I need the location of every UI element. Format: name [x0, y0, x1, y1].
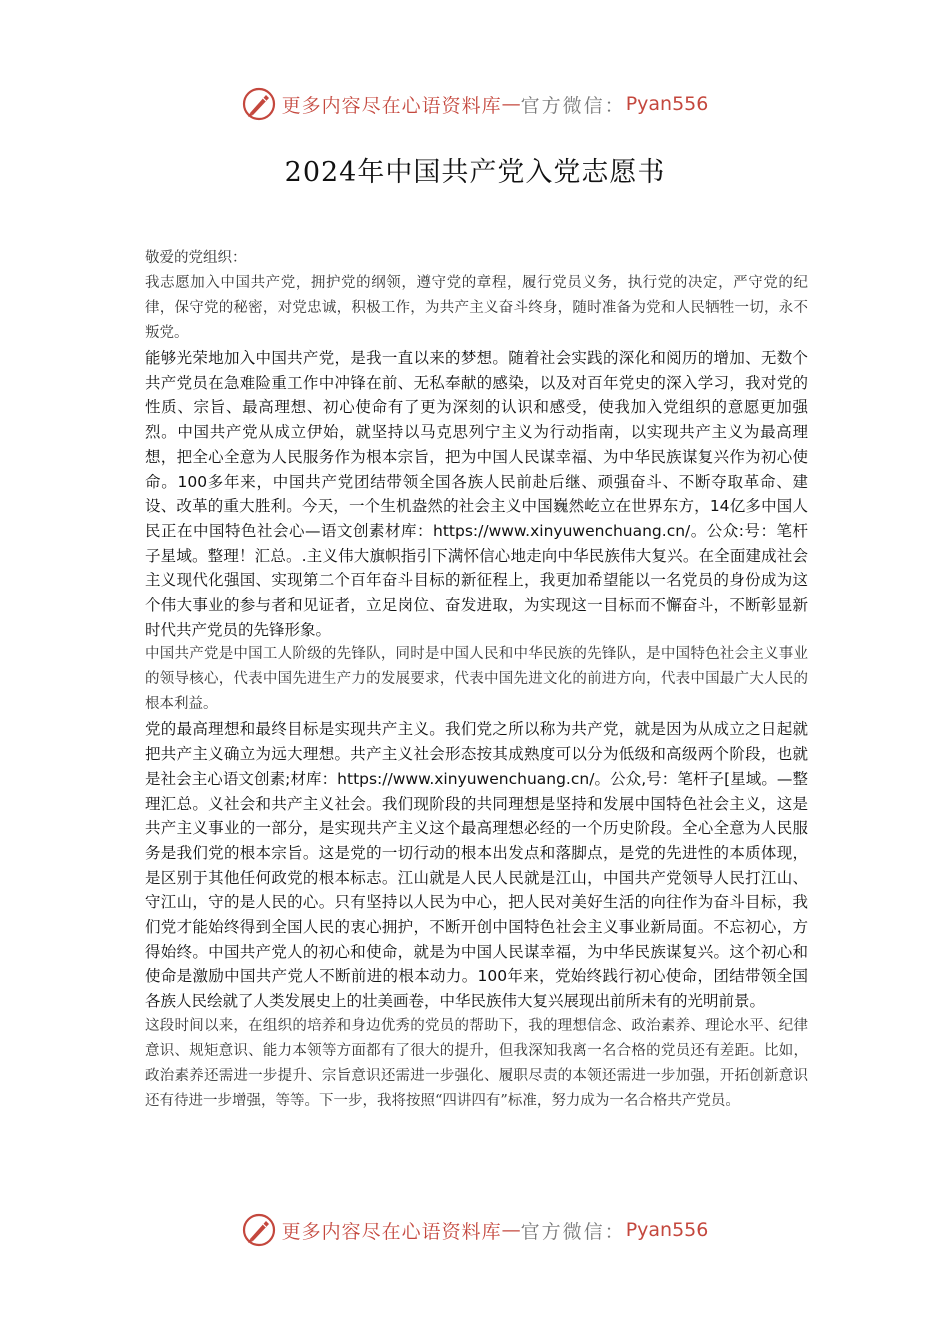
banner-wechat-id: Pyan556 [625, 1219, 709, 1241]
salutation: 敬爱的党组织： [145, 250, 247, 266]
banner-text: 更多内容尽在心语资料库 [281, 94, 502, 117]
header-banner [0, 84, 950, 124]
banner-separator: — [501, 93, 521, 115]
banner-official-label: 官方微信： [520, 1220, 626, 1243]
paragraph-party-nature: 中国共产党是中国工人阶级的先锋队，同时是中国人民和中华民族的先锋队，是中国特色社会主义事业的领导核心，代表中国先进生产力的发展要求，代表中国先进文化的前进方向，代表中国最广大人民的根本利益。 [145, 646, 808, 713]
footer-banner [0, 1210, 950, 1250]
document-body [145, 246, 808, 1114]
paragraph-oath: 我志愿加入中国共产党，拥护党的纲领，遵守党的章程，履行党员义务，执行党的决定，严守党的纪律，保守党的秘密，对党忠诚，积极工作，为共产主义奋斗终身，随时准备为党和人民牺牲一切，永不叛党。 [145, 275, 808, 341]
paragraph-ideals: 党的最高理想和最终目标是实现共产主义。我们党之所以称为共产党，就是因为从成立之日起就把共产主义确立为远大理想。共产主义社会形态按其成熟度可以分为低级和高级两个阶段，也就是社会主心语文创素;材库：https://www.xinyuwenchuang.cn/。公众,号：笔杆子[星域。—整理汇总。义社会和共产主义社会。我们现阶段的共同理想是坚持和发展中国特色社会主义，这是共产主义事业的一部分，是实现共产主义这个最高理想必经的一个历史阶段。全心全意为人民服务是我们党的根本宗旨。这是党的一切行动的根本出发点和落脚点，是党的先进性的本质体现，是区别于其他任何政党的根本标志。江山就是人民人民就是江山，中国共产党领导人民打江山、守江山，守的是人民的心。只有坚持以人民为中心，把人民对美好生活的向往作为奋斗目标，我们党才能始终得到全国人民的衷心拥护，不断开创中国特色社会主义事业新局面。不忘初心，方得始终。中国共产党人的初心和使命，就是为中国人民谋幸福，为中华民族谋复兴。这个初心和使命是激励中国共产党人不断前进的根本动力。100年来，党始终践行初心使命，团结带领全国各族人民绘就了人类发展史上的壮美画卷，中华民族伟大复兴展现出前所未有的光明前景。 [145, 720, 808, 1011]
document-title: 2024年中国共产党入党志愿书 [284, 157, 666, 188]
banner-wechat-id: Pyan556 [625, 93, 709, 115]
banner-separator: — [501, 1219, 521, 1241]
paragraph-aspiration: 能够光荣地加入中国共产党，是我一直以来的梦想。随着社会实践的深化和阅历的增加、无数个共产党员在急难险重工作中冲锋在前、无私奉献的感染，以及对百年党史的深入学习，我对党的性质、宗旨、最高理想、初心使命有了更为深刻的认识和感受，使我加入党组织的意愿更加强烈。中国共产党从成立伊始，就坚持以马克思列宁主义为行动指南，以实现共产主义为最高理想，把全心全意为人民服务作为根本宗旨，把为中国人民谋幸福、为中华民族谋复兴作为初心使命。100多年来，中国共产党团结带领全国各族人民前赴后继、顽强奋斗、不断夺取革命、建设、改革的重大胜利。今天，一个生机盎然的社会主义中国巍然屹立在世界东方，14亿多中国人民正在中国特色社会心—语文创素材库：https://www.xinyuwenchuang.cn/。公众:号：笔杆子星域。整理！汇总。.主义伟大旗帜指引下满怀信心地走向中华民族伟大复兴。在全面建成社会主义现代化强国、实现第二个百年奋斗目标的新征程上，我更加希望能以一名党员的身份成为这个伟大事业的参与者和见证者，立足岗位、奋发进取，为实现这一目标而不懈奋斗，不断彰显新时代共产党员的先锋形象。 [145, 349, 808, 639]
banner-official-label: 官方微信： [520, 94, 626, 117]
pen-logo-icon [242, 87, 276, 121]
paragraph-self-assessment: 这段时间以来，在组织的培养和身边优秀的党员的帮助下，我的理想信念、政治素养、理论水平、纪律意识、规矩意识、能力本领等方面都有了很大的提升，但我深知我离一名合格的党员还有差距。比如，政治素养还需进一步提升、宗旨意识还需进一步强化、履职尽责的本领还需进一步加强，开拓创新意识还有待进一步增强，等等。下一步，我将按照“四讲四有”标准，努力成为一名合格共产党员。 [145, 1017, 808, 1109]
banner-text: 更多内容尽在心语资料库 [281, 1220, 502, 1243]
pen-logo-icon [242, 1213, 276, 1247]
